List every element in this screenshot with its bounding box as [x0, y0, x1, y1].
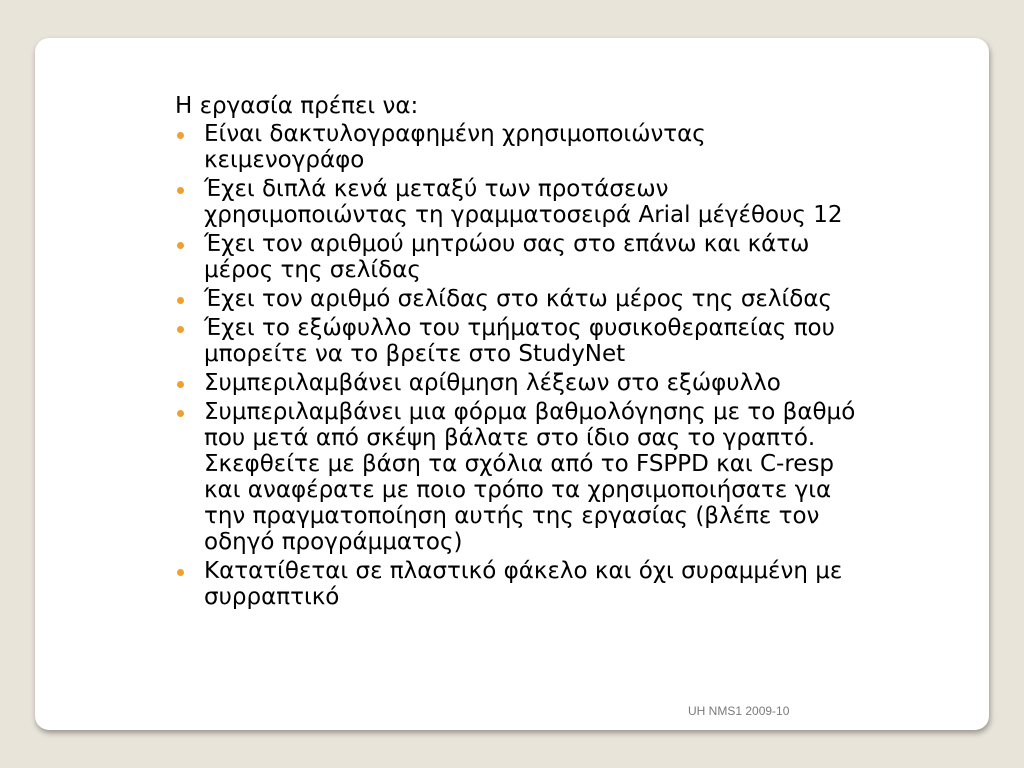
bullet-item — [175, 315, 1015, 367]
bullet-dot-icon — [177, 132, 184, 139]
slide-footer: UH NMS1 2009-10 — [688, 704, 790, 718]
bullet-list — [175, 121, 1015, 610]
bullet-dot-icon — [177, 569, 184, 576]
slide-content — [175, 93, 1015, 613]
bullet-item — [175, 558, 1015, 610]
slide-heading: Η εργασία πρέπει να: — [175, 93, 419, 119]
bullet-dot-icon — [177, 410, 184, 417]
bullet-text: Συμπεριλαμβάνει μια φόρμα βαθμολόγησης με το βαθμό που μετά από σκέψη βάλατε στο ίδιο σας το γραπτό. Σκεφθείτε με βάση τα σχόλια από το FSPPD και C-resp και αναφέρατε με ποιο τρόπο τα χρησιμοποιήσατε για την πραγματοποίηση αυτής της εργασίας (βλέπε τον οδηγό προγράμματος) — [204, 399, 856, 555]
bullet-text: Συμπεριλαμβάνει αρίθμηση λέξεων στο εξώφυλλο — [204, 370, 781, 396]
bullet-dot-icon — [177, 187, 184, 194]
bullet-item — [175, 370, 1015, 396]
bullet-text: Έχει τον αριθμό σελίδας στο κάτω μέρος της σελίδας — [204, 286, 832, 312]
bullet-dot-icon — [177, 326, 184, 333]
bullet-text: Έχει το εξώφυλλο του τμήματος φυσικοθεραπείας που μπορείτε να το βρείτε στο StudyNet — [204, 315, 835, 367]
bullet-dot-icon — [177, 242, 184, 249]
bullet-item — [175, 231, 1015, 283]
bullet-item — [175, 176, 1015, 228]
bullet-text: Έχει διπλά κενά μεταξύ των προτάσεων χρησιμοποιώντας τη γραμματοσειρά Arial μέγέθους 12 — [204, 176, 843, 228]
bullet-item — [175, 286, 1015, 312]
bullet-text: Έχει τον αριθμού μητρώου σας στο επάνω και κάτω μέρος της σελίδας — [204, 231, 810, 283]
bullet-dot-icon — [177, 297, 184, 304]
bullet-text: Είναι δακτυλογραφημένη χρησιμοποιώντας κειμενογράφο — [204, 121, 706, 173]
bullet-dot-icon — [177, 381, 184, 388]
bullet-item — [175, 399, 1015, 555]
bullet-text: Κατατίθεται σε πλαστικό φάκελο και όχι συραμμένη με συρραπτικό — [204, 558, 843, 610]
bullet-item — [175, 121, 1015, 173]
